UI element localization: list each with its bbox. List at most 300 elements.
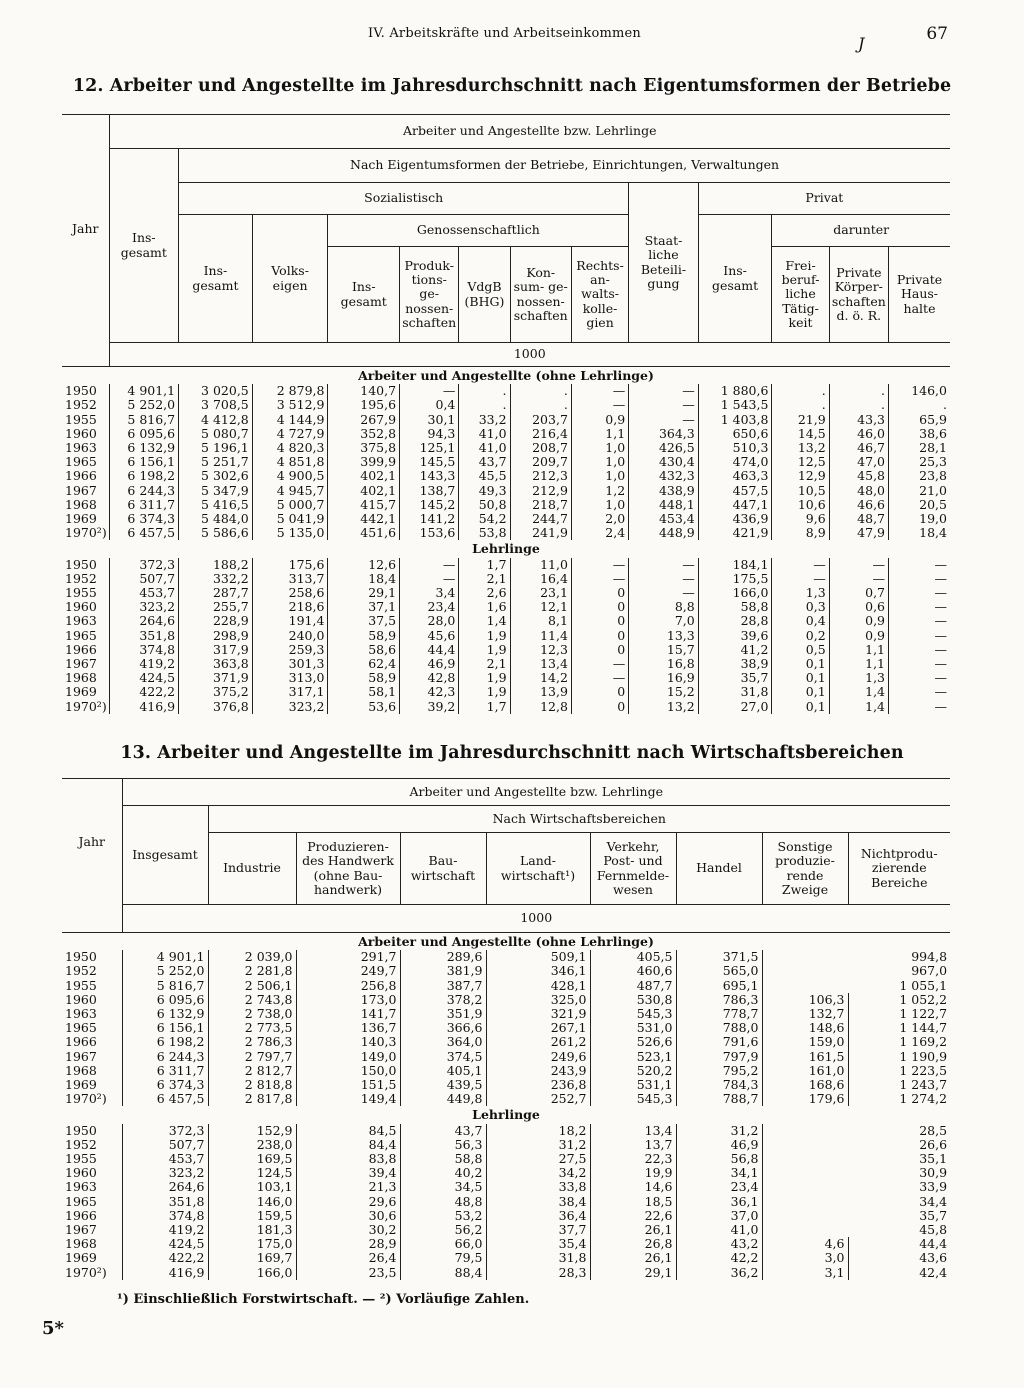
t12-cell: 37,5 [328, 614, 400, 628]
t13-cell: 1966 [62, 1035, 122, 1049]
t12-cell: 2,1 [459, 572, 510, 586]
t12-cell: 30,1 [400, 413, 459, 427]
t12-cell: 8,9 [772, 526, 829, 540]
t12-cell: 0,1 [772, 671, 829, 685]
t13-cell [762, 979, 848, 993]
t13-cell: 34,2 [486, 1166, 590, 1180]
t13-cell: 42,2 [676, 1251, 762, 1265]
t13-col-handwerk: Produzieren- des Handwerk (ohne Bau- handwerk) [296, 833, 400, 905]
t12-cell: 2,6 [459, 586, 510, 600]
t13-cell: 34,5 [400, 1180, 486, 1194]
t12-cell: — [400, 384, 459, 398]
t12-table-row [62, 398, 950, 412]
t12-cell: 376,8 [179, 700, 253, 714]
t12-cell: 203,7 [510, 413, 571, 427]
t12-cell: 2,4 [571, 526, 628, 540]
t12-cell: 510,3 [698, 441, 772, 455]
t13-cell: 19,9 [590, 1166, 676, 1180]
t13-cell: 2 818,8 [208, 1078, 296, 1092]
t12-col-recht: Rechts- an- walts- kolle- gien [571, 247, 628, 343]
t13-cell: 53,2 [400, 1209, 486, 1223]
t13-cell: 33,9 [919, 1179, 948, 1195]
t13-cell: 175,0 [208, 1237, 296, 1251]
t12-table-row [62, 629, 950, 643]
t12-cell: 448,1 [629, 498, 699, 512]
t12-cell: 1 403,8 [698, 413, 772, 427]
t12-cell: 146,0 [911, 383, 947, 399]
t13-section-sec1: Arbeiter und Angestellte (ohne Lehrlinge) [358, 934, 654, 949]
t13-cell: 141,7 [296, 1007, 400, 1021]
t13-cell: 6 198,2 [122, 1035, 208, 1049]
t12-cell: — [934, 627, 947, 643]
t12-table-row [62, 413, 950, 427]
t12-cell: 46,6 [829, 498, 888, 512]
t12-h-soz: Sozialistisch [179, 183, 629, 215]
t13-cell: 520,2 [590, 1064, 676, 1078]
t13-cell: 346,1 [486, 964, 590, 978]
t12-cell: 1952 [62, 398, 109, 412]
t13-cell: 34,4 [919, 1193, 948, 1209]
t12-cell: 54,2 [459, 512, 510, 526]
t12-cell: 53,6 [328, 700, 400, 714]
t12-cell: 46,7 [829, 441, 888, 455]
t12-cell: 191,4 [252, 614, 328, 628]
t13-cell: 28,5 [919, 1122, 948, 1138]
t13-cell: 29,1 [590, 1266, 676, 1280]
t13-cell: 1963 [62, 1180, 122, 1194]
t12-cell: 143,3 [400, 469, 459, 483]
t12-cell: 240,0 [252, 629, 328, 643]
t12-table-row [62, 441, 950, 455]
t13-cell: 37,0 [676, 1209, 762, 1223]
t12-table-row [62, 512, 950, 526]
t13-table-row [62, 1138, 950, 1152]
t12-cell: 12,3 [510, 643, 571, 657]
t13-cell: 453,7 [122, 1152, 208, 1166]
t12-cell: 5 302,6 [179, 469, 253, 483]
t13-cell: 509,1 [486, 950, 590, 964]
t12-section-sec2: Lehrlinge [472, 541, 540, 557]
t13-cell: 424,5 [122, 1237, 208, 1251]
t12-col-prod: Produk- tions- ge- nossen- schaften [400, 247, 459, 343]
t13-cell: 1966 [62, 1209, 122, 1223]
t12-cell: 94,3 [400, 427, 459, 441]
t13-cell: 1 274,2 [899, 1091, 948, 1107]
footnote: ¹) Einschließlich Forstwirtschaft. — ²) Vorläufige Zahlen. [117, 1292, 530, 1307]
t13-table-row [62, 1223, 950, 1237]
t12-cell: 0,9 [571, 413, 628, 427]
t13-cell: 159,0 [762, 1035, 848, 1049]
t12-cell: — [629, 572, 699, 586]
t12-table-row [62, 657, 950, 671]
t13-cell [762, 1138, 848, 1152]
t12-cell: 12,1 [510, 600, 571, 614]
t13-cell [762, 1152, 848, 1166]
t12-cell: 1,4 [829, 700, 888, 714]
t12-table-row [62, 558, 950, 572]
t12-cell: 0,5 [772, 643, 829, 657]
t13-cell: 6 311,7 [122, 1064, 208, 1078]
t12-cell: 58,1 [328, 685, 400, 699]
t13-cell: 243,9 [486, 1064, 590, 1078]
t12-cell: 0 [571, 586, 628, 600]
t12-cell: 436,9 [698, 512, 772, 526]
t13-cell: 778,7 [676, 1007, 762, 1021]
t12-cell: 27,0 [698, 700, 772, 714]
t13-cell: 2 773,5 [208, 1021, 296, 1035]
t12-col-insgesamt: Ins- gesamt [109, 149, 179, 343]
t12-cell: . [510, 384, 571, 398]
t12-cell: 1963 [62, 441, 109, 455]
t12-cell: . [943, 397, 947, 413]
t12-cell: 8,8 [629, 600, 699, 614]
t12-cell: 317,9 [179, 643, 253, 657]
t13-cell: 6 244,3 [122, 1050, 208, 1064]
t12-cell: — [934, 670, 947, 686]
t13-cell: 35,4 [486, 1237, 590, 1251]
t12-cell: 19,0 [919, 511, 947, 527]
t12-cell: 0 [571, 629, 628, 643]
t13-cell: 43,2 [676, 1237, 762, 1251]
t12-col-jahr: Jahr [62, 115, 109, 343]
t13-cell: 44,4 [919, 1236, 948, 1252]
t12-cell: 5 816,7 [109, 413, 179, 427]
t12-h-privat: Privat [698, 183, 950, 215]
t12-cell: 141,2 [400, 512, 459, 526]
t13-cell: 161,5 [762, 1050, 848, 1064]
t13-table-row [62, 1251, 950, 1265]
t12-cell: 0,9 [829, 614, 888, 628]
t13-cell: 405,5 [590, 950, 676, 964]
t12-cell: 23,4 [400, 600, 459, 614]
t12-cell: 28,1 [919, 440, 947, 456]
t12-cell: 0 [571, 643, 628, 657]
t12-cell: 5 196,1 [179, 441, 253, 455]
t12-cell: . [459, 384, 510, 398]
t12-body [62, 367, 950, 714]
t12-cell: 41,0 [459, 441, 510, 455]
t13-cell: 46,9 [676, 1138, 762, 1152]
t13-cell: 26,6 [919, 1136, 948, 1152]
t13-cell: 39,4 [296, 1166, 400, 1180]
t12-cell: 1,9 [459, 629, 510, 643]
t12-cell: 38,6 [919, 425, 947, 441]
t12-cell: 35,7 [698, 671, 772, 685]
t12-cell: 332,2 [179, 572, 253, 586]
t12-cell: 16,4 [510, 572, 571, 586]
t12-cell: 1 543,5 [698, 398, 772, 412]
t12-cell: 5 416,5 [179, 498, 253, 512]
t13-cell: 6 132,9 [122, 1007, 208, 1021]
t13-cell: 18,5 [590, 1195, 676, 1209]
t12-cell: — [934, 698, 947, 714]
t12-cell: 41,0 [459, 427, 510, 441]
t12-cell: 5 080,7 [179, 427, 253, 441]
t13-col-nicht: Nichtprodu- zierende Bereiche [860, 845, 938, 890]
t12-cell: 1952 [62, 572, 109, 586]
t13-cell: 1952 [62, 1138, 122, 1152]
t13-cell: 34,1 [676, 1166, 762, 1180]
t13-cell: 526,6 [590, 1035, 676, 1049]
t13-cell: 84,5 [296, 1124, 400, 1138]
t13-cell: 6 156,1 [122, 1021, 208, 1035]
t13-cell: 58,8 [400, 1152, 486, 1166]
t12-cell: 42,8 [400, 671, 459, 685]
t12-cell: 209,7 [510, 455, 571, 469]
t12-cell: . [772, 398, 829, 412]
t12-cell: 15,2 [629, 685, 699, 699]
t12-cell: 58,9 [328, 671, 400, 685]
t12-cell: 447,1 [698, 498, 772, 512]
t13-cell: 2 817,8 [208, 1092, 296, 1106]
t12-cell: 264,6 [109, 614, 179, 628]
t12-table-row [62, 469, 950, 483]
t12-cell: 44,4 [400, 643, 459, 657]
t13-cell: 1955 [62, 1152, 122, 1166]
t12-cell: 18,4 [328, 572, 400, 586]
t12-cell: 8,1 [510, 614, 571, 628]
t13-cell: 784,3 [676, 1078, 762, 1092]
t13-cell: 523,1 [590, 1050, 676, 1064]
t13-cell [762, 1209, 848, 1223]
t12-cell: 3 020,5 [179, 384, 253, 398]
t12-cell: 12,8 [510, 700, 571, 714]
t12-cell: 53,8 [459, 526, 510, 540]
t13-cell: 132,7 [762, 1007, 848, 1021]
t13-cell: 150,0 [296, 1064, 400, 1078]
t12-cell: 4 412,8 [179, 413, 253, 427]
t12-cell: 402,1 [328, 484, 400, 498]
t13-cell: 2 797,7 [208, 1050, 296, 1064]
t12-cell: 0,9 [829, 629, 888, 643]
t12-h-eigen: Nach Eigentumsformen der Betriebe, Einrichtungen, Verwaltungen [179, 149, 950, 183]
t13-cell: 994,8 [911, 949, 948, 965]
table12-title: 12. Arbeiter und Angestellte im Jahresdurchschnitt nach Eigentumsformen der Betriebe [72, 76, 952, 96]
t12-cell: 11,4 [510, 629, 571, 643]
t12-cell: 2 879,8 [252, 384, 328, 398]
t12-cell: 6 244,3 [109, 484, 179, 498]
t12-cell: 145,2 [400, 498, 459, 512]
t13-cell: 1967 [62, 1223, 122, 1237]
t13-cell: 323,2 [122, 1166, 208, 1180]
t13-cell: 381,9 [400, 964, 486, 978]
t13-cell: 1 169,2 [899, 1034, 948, 1050]
t13-table-row [62, 950, 950, 964]
table13 [62, 778, 950, 1280]
t13-cell: 26,8 [590, 1237, 676, 1251]
t12-cell: 0,4 [772, 614, 829, 628]
t13-cell: 289,6 [400, 950, 486, 964]
page-number: 67 [926, 24, 948, 44]
t13-cell: 325,0 [486, 993, 590, 1007]
t12-col-koerp: Private Körper- schaften d. ö. R. [829, 247, 888, 343]
t12-cell: 1 880,6 [698, 384, 772, 398]
t13-cell: 22,3 [590, 1152, 676, 1166]
t13-cell: 374,8 [122, 1209, 208, 1223]
t13-cell: 41,0 [676, 1223, 762, 1237]
t12-cell: 399,9 [328, 455, 400, 469]
t13-cell [762, 1223, 848, 1237]
t13-cell: 2 743,8 [208, 993, 296, 1007]
t12-cell: 9,6 [772, 512, 829, 526]
t12-cell: 371,9 [179, 671, 253, 685]
t13-cell: 351,8 [122, 1195, 208, 1209]
t12-cell: 255,7 [179, 600, 253, 614]
t12-cell: 1,1 [571, 427, 628, 441]
t12-cell: 208,7 [510, 441, 571, 455]
t12-cell: 317,1 [252, 685, 328, 699]
t12-col-vdgb: VdgB (BHG) [459, 247, 510, 343]
t13-table-row [62, 1237, 950, 1251]
t13-cell: 1 223,5 [899, 1062, 948, 1078]
t13-table-row [62, 1180, 950, 1194]
t13-cell: 18,2 [486, 1124, 590, 1138]
t12-cell: 1,0 [571, 455, 628, 469]
t13-h-bereich: Nach Wirtschaftsbereichen [208, 806, 950, 833]
t13-cell: 1965 [62, 1195, 122, 1209]
t12-cell: — [934, 599, 947, 615]
t13-cell: 30,9 [919, 1165, 948, 1181]
t12-cell: — [934, 684, 947, 700]
t12-cell: 153,6 [400, 526, 459, 540]
t13-cell [762, 1195, 848, 1209]
t12-cell: 363,8 [179, 657, 253, 671]
t12-cell: 1965 [62, 455, 109, 469]
t12-cell: 10,5 [772, 484, 829, 498]
t12-cell: 1967 [62, 484, 109, 498]
t13-cell: 256,8 [296, 979, 400, 993]
t13-cell: 967,0 [911, 963, 948, 979]
t12-cell: 1,3 [829, 671, 888, 685]
t12-cell: 1,6 [459, 600, 510, 614]
t12-cell: 47,0 [829, 455, 888, 469]
t13-cell: 2 281,8 [208, 964, 296, 978]
t12-cell: 323,2 [109, 600, 179, 614]
t12-cell: 422,2 [109, 685, 179, 699]
t12-cell: 43,3 [829, 413, 888, 427]
t12-cell: 1968 [62, 498, 109, 512]
t12-cell: — [400, 558, 459, 572]
t12-cell: 375,2 [179, 685, 253, 699]
t13-cell: 1965 [62, 1021, 122, 1035]
t13-table-row [62, 979, 950, 993]
t12-cell: 13,3 [629, 629, 699, 643]
t12-cell: . [829, 398, 888, 412]
t13-cell: 507,7 [122, 1138, 208, 1152]
t12-cell: 5 586,6 [179, 526, 253, 540]
t13-cell: 1952 [62, 964, 122, 978]
t12-cell: 352,8 [328, 427, 400, 441]
t12-cell: 33,2 [459, 413, 510, 427]
t12-cell: 5 135,0 [252, 526, 328, 540]
t12-cell: 375,8 [328, 441, 400, 455]
t12-cell: 0,6 [829, 600, 888, 614]
t13-cell: 795,2 [676, 1064, 762, 1078]
t13-cell: 4 901,1 [122, 950, 208, 964]
t12-table-row [62, 600, 950, 614]
t13-table-row [62, 1166, 950, 1180]
t13-cell: 26,1 [590, 1223, 676, 1237]
t13-cell: 152,9 [208, 1124, 296, 1138]
t12-cell: — [571, 384, 628, 398]
page-signature: 5* [42, 1318, 64, 1339]
t13-table-row [62, 1021, 950, 1035]
t12-cell: 2,0 [571, 512, 628, 526]
t12-cell: 12,9 [772, 469, 829, 483]
t12-cell: 244,7 [510, 512, 571, 526]
t12-cell: 38,9 [698, 657, 772, 671]
t12-cell: — [629, 586, 699, 600]
t12-cell: — [934, 613, 947, 629]
t12-cell: 3 708,5 [179, 398, 253, 412]
t13-cell: 28,3 [486, 1266, 590, 1280]
t13-cell: 238,0 [208, 1138, 296, 1152]
t13-cell: 14,6 [590, 1180, 676, 1194]
t12-cell: 45,8 [829, 469, 888, 483]
t13-cell: 791,6 [676, 1035, 762, 1049]
t12-section-sec1: Arbeiter und Angestellte (ohne Lehrlinge) [358, 368, 654, 383]
t13-cell: 460,6 [590, 964, 676, 978]
t13-cell: 252,7 [486, 1092, 590, 1106]
t12-cell: 430,4 [629, 455, 699, 469]
t13-cell: 1950 [62, 950, 122, 964]
t12-table-row [62, 572, 950, 586]
t12-table-row [62, 384, 950, 398]
t13-table-row [62, 1195, 950, 1209]
t12-cell: 415,7 [328, 498, 400, 512]
t13-cell: 37,7 [486, 1223, 590, 1237]
t12-cell: 20,5 [919, 496, 947, 512]
t12-cell: 267,9 [328, 413, 400, 427]
t13-table-row [62, 1035, 950, 1049]
t12-cell: 212,3 [510, 469, 571, 483]
t12-cell: 1960 [62, 427, 109, 441]
t12-cell: 21,0 [919, 482, 947, 498]
t12-table-row [62, 700, 950, 714]
t13-col-jahr: Jahr [62, 779, 122, 905]
t13-cell: 545,3 [590, 1007, 676, 1021]
t12-cell: — [629, 558, 699, 572]
t13-cell: 56,3 [400, 1138, 486, 1152]
table13-title: 13. Arbeiter und Angestellte im Jahresdurchschnitt nach Wirtschaftsbereichen [120, 743, 904, 763]
t13-cell: 42,4 [919, 1264, 948, 1280]
t12-cell: 5 252,0 [109, 398, 179, 412]
t12-cell: 16,9 [629, 671, 699, 685]
t13-cell [762, 1166, 848, 1180]
t12-cell: 6 311,7 [109, 498, 179, 512]
t13-table-row [62, 1152, 950, 1166]
t12-cell: 438,9 [629, 484, 699, 498]
t13-table-row [62, 964, 950, 978]
t13-cell: 531,0 [590, 1021, 676, 1035]
t12-cell: 1966 [62, 643, 109, 657]
t12-cell: 1,1 [829, 657, 888, 671]
t13-table-row [62, 1078, 950, 1092]
t13-cell: 1970²) [62, 1092, 122, 1106]
handwritten-mark: J [858, 34, 865, 53]
t13-cell: 13,7 [590, 1138, 676, 1152]
t12-cell: 37,1 [328, 600, 400, 614]
t13-col-land: Land- wirtschaft¹) [486, 833, 590, 905]
t12-col-frei: Frei- beruf- liche Tätig- keit [772, 247, 829, 343]
t12-cell: 184,1 [698, 558, 772, 572]
t13-cell: 1969 [62, 1078, 122, 1092]
t12-cell: 426,5 [629, 441, 699, 455]
t12-col-soz-insg: Ins- gesamt [179, 215, 253, 343]
t12-table-row [62, 498, 950, 512]
t12-h-genos: Genossenschaftlich [328, 215, 629, 247]
t12-cell: 6 156,1 [109, 455, 179, 469]
